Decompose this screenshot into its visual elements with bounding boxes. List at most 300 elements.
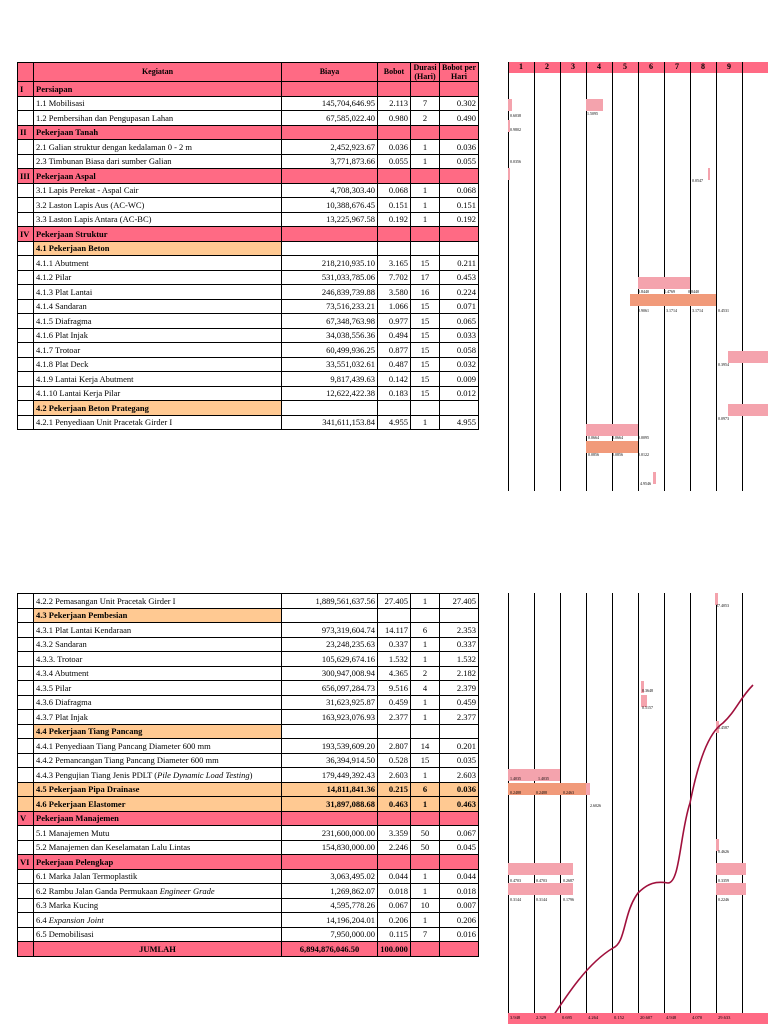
gantt-value-label: 0.0664 [612,435,623,440]
gantt-value-label: 0.3144 [536,897,547,902]
durasi-cell: 15 [411,753,440,768]
bobot-per-hari-cell: 0.065 [440,314,479,329]
table-row [18,594,479,609]
gantt-value-label: 0.0122 [638,452,649,457]
table-row [18,212,479,227]
empty-cell [411,724,440,739]
bobot-per-hari-cell: 2.379 [440,681,479,696]
biaya-cell: 154,830,000.00 [282,840,378,855]
empty-cell [411,227,440,242]
empty-cell [440,82,479,97]
bobot-cell: 1.066 [378,299,411,314]
empty-cell [282,169,378,184]
table-row [18,681,479,696]
gantt-chart-page-2 [508,593,768,1024]
empty-cell [18,652,34,667]
bobot-cell: 0.067 [378,898,411,913]
bobot-per-hari-cell: 0.012 [440,386,479,401]
schedule-table-page-1 [17,62,479,430]
gantt-bar [586,99,603,111]
section-number: III [18,169,34,184]
empty-cell [18,111,34,126]
bobot-per-hari-cell: 0.035 [440,753,479,768]
empty-cell [378,811,411,826]
table-row [18,768,479,783]
table-row [18,372,479,387]
section-row [18,855,479,870]
biaya-cell: 656,097,284.73 [282,681,378,696]
table-row [18,328,479,343]
bobot-per-hari-cell: 0.224 [440,285,479,300]
gantt-value-label: 0.6038 [510,113,521,118]
bobot-cell: 0.337 [378,637,411,652]
bobot-per-hari-cell: 0.016 [440,927,479,942]
section-label: Pekerjaan Aspal [34,169,282,184]
bobot-per-hari-cell: 0.045 [440,840,479,855]
durasi-cell: 1 [411,884,440,899]
section-number: IV [18,227,34,242]
kegiatan-cell: 6.2 Rambu Jalan Ganda Permukaan Engineer Grade [34,884,282,899]
bobot-per-hari-cell: 0.302 [440,96,479,111]
empty-cell [18,256,34,271]
empty-cell [378,855,411,870]
gantt-value-label: 0.5157 [642,705,653,710]
biaya-cell: 105,629,674.16 [282,652,378,667]
empty-cell [440,608,479,623]
weekly-total-value: 4.070 [692,1015,703,1020]
subsection-label: 4.3 Pekerjaan Pembesian [34,608,282,623]
gantt-bar [728,404,768,416]
biaya-cell: 36,394,914.50 [282,753,378,768]
table-row [18,285,479,300]
kegiatan-cell: 4.4.1 Penyediaan Tiang Pancang Diameter 600 mm [34,739,282,754]
bobot-per-hari-cell: 27.405 [440,594,479,609]
biaya-cell: 3,771,873.66 [282,154,378,169]
empty-cell [282,811,378,826]
empty-cell [18,285,34,300]
empty-cell [18,357,34,372]
durasi-cell: 1 [411,695,440,710]
empty-cell [18,637,34,652]
biaya-cell: 31,623,925.87 [282,695,378,710]
kegiatan-cell: 3.3 Laston Lapis Antara (AC-BC) [34,212,282,227]
gantt-value-label: 3.1714 [692,308,703,313]
bobot-cell: 0.977 [378,314,411,329]
week-number: 6 [649,62,653,71]
kegiatan-cell: 4.4.3 Pengujian Tiang Jenis PDLT (Pile Dynamic Load Testing) [34,768,282,783]
bobot-per-hari-cell: 1.532 [440,652,479,667]
empty-cell [18,724,34,739]
kegiatan-cell: 6.1 Marka Jalan Termoplastik [34,869,282,884]
durasi-cell: 15 [411,357,440,372]
week-number: 5 [623,62,627,71]
table-row [18,96,479,111]
bobot-per-hari-cell: 0.055 [440,154,479,169]
empty-cell [18,594,34,609]
gantt-value-label: 0.0856 [588,452,599,457]
bobot-per-hari-cell: 0.032 [440,357,479,372]
table-row [18,415,479,430]
biaya-cell: 1,269,862.07 [282,884,378,899]
subsection-row [18,782,479,797]
empty-cell [18,343,34,358]
durasi-cell: 17 [411,270,440,285]
section-number: VI [18,855,34,870]
kegiatan-cell: 4.1.8 Plat Deck [34,357,282,372]
bobot-per-hari-cell: 0.033 [440,328,479,343]
empty-cell [18,183,34,198]
bobot-cell: 27.405 [378,594,411,609]
kegiatan-cell: 1.1 Mobilisasi [34,96,282,111]
gantt-value-label: 0.0356 [510,159,521,164]
gantt-bar [508,168,510,180]
durasi-cell: 15 [411,314,440,329]
section-row [18,811,479,826]
empty-cell [18,154,34,169]
durasi-cell: 14 [411,739,440,754]
gantt-value-label: 0.0664 [588,435,599,440]
biaya-cell: 31,897,088.68 [282,797,378,812]
empty-cell [378,241,411,256]
biaya-cell: 13,225,967.58 [282,212,378,227]
durasi-cell: 50 [411,826,440,841]
biaya-cell: 246,839,739.88 [282,285,378,300]
empty-cell [18,328,34,343]
header-durasi: Durasi (Hari) [411,63,440,82]
bobot-per-hari-cell: 2.377 [440,710,479,725]
week-gridline [690,62,691,491]
durasi-cell: 1 [411,797,440,812]
empty-cell [18,913,34,928]
header-no [18,63,34,82]
table-row [18,270,479,285]
gantt-value-label: 0.3648 [642,688,653,693]
empty-cell [18,681,34,696]
bobot-per-hari-cell: 0.044 [440,869,479,884]
table-row [18,840,479,855]
durasi-cell: 1 [411,913,440,928]
section-row [18,125,479,140]
empty-cell [282,401,378,416]
section-label: Persiapan [34,82,282,97]
biaya-cell: 12,622,422.38 [282,386,378,401]
biaya-cell: 10,388,676.45 [282,198,378,213]
section-label: Pekerjaan Pelengkap [34,855,282,870]
weekly-total-value: 4.264 [588,1015,599,1020]
kegiatan-cell: 4.1.10 Lantai Kerja Pilar [34,386,282,401]
week-gridline [716,62,717,491]
biaya-cell: 23,248,235.63 [282,637,378,652]
section-label: Pekerjaan Struktur [34,227,282,242]
durasi-cell: 1 [411,415,440,430]
empty-cell [18,840,34,855]
gantt-value-label: 0.8440 [638,289,649,294]
table-row [18,299,479,314]
gantt-value-label: 1.4035 [538,776,549,781]
biaya-cell: 218,210,935.10 [282,256,378,271]
week-gridline [534,62,535,491]
bobot-cell: 14.117 [378,623,411,638]
subsection-row [18,241,479,256]
empty-cell [411,82,440,97]
durasi-cell: 7 [411,927,440,942]
kegiatan-cell: 4.3.5 Pilar [34,681,282,696]
bobot-per-hari-cell: 0.192 [440,212,479,227]
empty-cell [18,768,34,783]
kegiatan-cell: 4.4.2 Pemancangan Tiang Pancang Diameter 600 mm [34,753,282,768]
empty-cell [18,401,34,416]
empty-cell [440,169,479,184]
bobot-cell: 0.018 [378,884,411,899]
durasi-cell: 7 [411,96,440,111]
gantt-value-label: 0.0856 [612,452,623,457]
bobot-cell: 0.068 [378,183,411,198]
bobot-cell: 0.036 [378,140,411,155]
bobot-cell: 0.528 [378,753,411,768]
table-row [18,652,479,667]
bobot-cell: 0.459 [378,695,411,710]
table-row [18,386,479,401]
bobot-per-hari-cell: 0.007 [440,898,479,913]
week-number: 9 [727,62,731,71]
gantt-bar [508,99,512,111]
biaya-cell: 14,811,841.36 [282,782,378,797]
gantt-value-label: 1.4035 [510,776,521,781]
table-row [18,256,479,271]
bobot-per-hari-cell: 0.206 [440,913,479,928]
biaya-cell: 341,611,153.84 [282,415,378,430]
biaya-cell: 231,600,000.00 [282,826,378,841]
empty-cell [18,927,34,942]
section-number: II [18,125,34,140]
bobot-per-hari-cell: 0.058 [440,343,479,358]
empty-cell [411,241,440,256]
empty-cell [18,241,34,256]
durasi-cell: 1 [411,869,440,884]
biaya-cell: 67,585,022.40 [282,111,378,126]
kegiatan-cell: 4.1.4 Sandaran [34,299,282,314]
gantt-value-label: 0.2488 [510,790,521,795]
bobot-cell: 9.516 [378,681,411,696]
durasi-cell: 16 [411,285,440,300]
kegiatan-cell: 4.1.7 Trotoar [34,343,282,358]
gantt-bar [728,351,768,363]
bobot-per-hari-cell: 2.603 [440,768,479,783]
gantt-value-label: 0.2246 [718,897,729,902]
weekly-total-strip [508,1013,768,1024]
section-label: Pekerjaan Manajemen [34,811,282,826]
kegiatan-cell: 4.3.4 Abutment [34,666,282,681]
section-row [18,169,479,184]
header-kegiatan: Kegiatan [34,63,282,82]
kegiatan-cell: 4.3.7 Plat Injak [34,710,282,725]
kegiatan-cell: 4.1.1 Abutment [34,256,282,271]
gantt-value-label: 0.1796 [563,897,574,902]
bobot-cell: 0.192 [378,212,411,227]
biaya-cell: 4,595,778.26 [282,898,378,913]
table-row [18,357,479,372]
durasi-cell: 15 [411,372,440,387]
empty-cell [18,270,34,285]
bobot-cell: 2.246 [378,840,411,855]
empty-cell [18,386,34,401]
empty-cell [18,299,34,314]
empty-cell [411,811,440,826]
week-number: 8 [701,62,705,71]
table-header-row [18,63,479,82]
table-row [18,826,479,841]
subsection-label: 4.2 Pekerjaan Beton Prategang [34,401,282,416]
header-bobot-per-hari: Bobot per Hari [440,63,479,82]
empty-cell [440,401,479,416]
gantt-value-label: 2.6026 [590,803,601,808]
gantt-bar [653,472,656,484]
biaya-cell: 9,817,439.63 [282,372,378,387]
bobot-cell: 2.113 [378,96,411,111]
empty-cell [18,826,34,841]
kegiatan-cell: 4.2.1 Penyediaan Unit Pracetak Girder I [34,415,282,430]
table-row [18,913,479,928]
week-number: 7 [675,62,679,71]
gantt-value-label: 0.9802 [510,127,521,132]
empty-cell [18,898,34,913]
s-curve [508,593,768,1024]
biaya-cell: 67,348,763.98 [282,314,378,329]
empty-cell [378,608,411,623]
empty-cell [18,797,34,812]
biaya-cell: 7,950,000.00 [282,927,378,942]
bobot-cell: 0.494 [378,328,411,343]
bobot-cell: 2.807 [378,739,411,754]
weekly-total-value: 0.152 [614,1015,625,1020]
empty-cell [18,140,34,155]
biaya-cell: 2,452,923.67 [282,140,378,155]
table-row [18,666,479,681]
bobot-cell: 2.603 [378,768,411,783]
schedule-table-page-2 [17,593,479,957]
subsection-row [18,608,479,623]
bobot-per-hari-cell: 0.459 [440,695,479,710]
bobot-per-hari-cell: 0.463 [440,797,479,812]
bobot-per-hari-cell: 0.067 [440,826,479,841]
bobot-cell: 0.487 [378,357,411,372]
section-label: Pekerjaan Tanah [34,125,282,140]
empty-cell [440,855,479,870]
bobot-per-hari-cell: 0.337 [440,637,479,652]
empty-cell [282,855,378,870]
table-row [18,884,479,899]
biaya-cell: 60,499,936.25 [282,343,378,358]
kegiatan-cell: 6.5 Demobilisasi [34,927,282,942]
gantt-value-label: 0.2687 [563,878,574,883]
weekly-total-value: 3.948 [510,1015,521,1020]
bobot-cell: 7.702 [378,270,411,285]
kegiatan-cell: 4.2.2 Pemasangan Unit Pracetak Girder I [34,594,282,609]
durasi-cell: 1 [411,594,440,609]
empty-cell [18,608,34,623]
empty-cell [18,623,34,638]
durasi-cell: 15 [411,343,440,358]
bobot-cell: 0.206 [378,913,411,928]
empty-cell [411,855,440,870]
gantt-value-label: 0.0095 [638,435,649,440]
durasi-cell: 1 [411,183,440,198]
total-label: JUMLAH [34,942,282,957]
empty-cell [18,666,34,681]
gantt-value-label: 3.1714 [666,308,677,313]
empty-cell [18,695,34,710]
kegiatan-cell: 4.3.1 Plat Lantai Kendaraan [34,623,282,638]
kegiatan-cell: 4.1.6 Plat Injak [34,328,282,343]
empty-cell [18,96,34,111]
durasi-cell: 15 [411,299,440,314]
bobot-per-hari-cell: 0.068 [440,183,479,198]
gantt-value-label: 4.9546 [640,481,651,486]
empty-cell [18,415,34,430]
empty-cell [282,82,378,97]
gantt-chart-page-1 [508,62,768,491]
bobot-cell: 0.877 [378,343,411,358]
empty-cell [18,782,34,797]
bobot-cell: 4.365 [378,666,411,681]
table-row [18,869,479,884]
gantt-value-label: 0.9061 [638,308,649,313]
gantt-bar [708,168,710,180]
bobot-cell: 0.151 [378,198,411,213]
bobot-cell: 0.215 [378,782,411,797]
biaya-cell: 14,196,204.01 [282,913,378,928]
empty-cell [440,724,479,739]
bobot-per-hari-cell: 0.009 [440,372,479,387]
durasi-cell: 2 [411,666,440,681]
table-row [18,140,479,155]
bobot-cell: 0.142 [378,372,411,387]
biaya-cell: 300,947,008.94 [282,666,378,681]
subsection-label: 4.6 Pekerjaan Elastomer [34,797,282,812]
bobot-cell: 3.165 [378,256,411,271]
gantt-value-label: 0.3359 [718,878,729,883]
table-row [18,898,479,913]
header-biaya: Biaya [282,63,378,82]
durasi-cell: 4 [411,681,440,696]
gantt-value-label: 0.4531 [718,308,729,313]
table-row [18,623,479,638]
table-row [18,343,479,358]
gantt-value-label: 0.4703 [510,878,521,883]
total-biaya: 6,894,876,046.50 [282,942,378,957]
bobot-cell: 3.359 [378,826,411,841]
table-row [18,710,479,725]
empty-cell [18,372,34,387]
empty-cell [282,227,378,242]
biaya-cell: 531,033,785.06 [282,270,378,285]
empty-cell [440,811,479,826]
empty-cell [378,169,411,184]
biaya-cell: 145,704,646.95 [282,96,378,111]
biaya-cell: 73,516,233.21 [282,299,378,314]
table-row [18,198,479,213]
empty-cell [411,401,440,416]
bobot-cell: 4.955 [378,415,411,430]
durasi-cell: 1 [411,212,440,227]
bobot-per-hari-cell: 0.071 [440,299,479,314]
kegiatan-cell: 5.2 Manajemen dan Keselamatan Lalu Lintas [34,840,282,855]
section-number: I [18,82,34,97]
empty-cell [282,608,378,623]
empty-cell [18,884,34,899]
weekly-total-value: 29.633 [718,1015,731,1020]
empty-cell [440,241,479,256]
